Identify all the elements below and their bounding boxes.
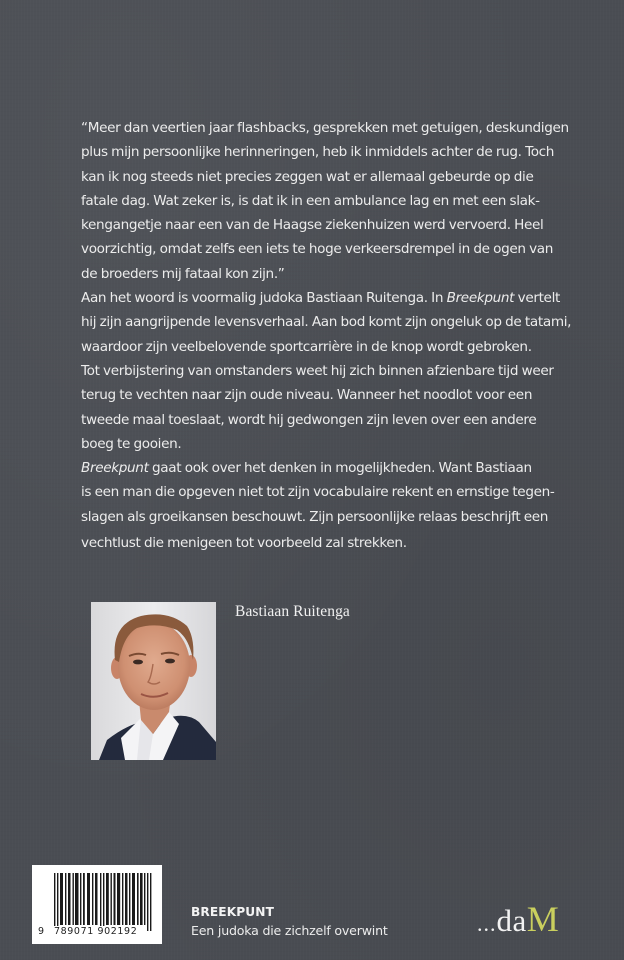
isbn-digits: 789071 902192 <box>54 926 138 937</box>
blurb-text: Aan het woord is voormalig judoka Bastiaan Ruitenga. In <box>81 290 447 307</box>
barcode-icon <box>54 873 154 931</box>
blurb-line: hij zijn aangrijpende levensverhaal. Aan bod komt zijn ongeluk op de tatami, <box>81 314 572 331</box>
blurb-line: fatale dag. Wat zeker is, is dat ik in een ambulance lag en met een slak- <box>81 192 540 209</box>
blurb-line: kengangetje naar een van de Haagse ziekenhuizen werd vervoerd. Heel <box>81 217 544 234</box>
blurb-text: gaat ook over het denken in mogelijkheden. Want Bastiaan <box>148 460 532 477</box>
blurb-text: vertelt <box>514 290 560 307</box>
publisher-logo-da: da <box>496 903 527 938</box>
author-portrait-icon <box>91 602 216 760</box>
blurb-line: slagen als groeikansen beschouwt. Zijn persoonlijke relaas beschrijft een <box>81 508 549 525</box>
blurb-line <box>81 456 581 480</box>
blurb-line: “Meer dan veertien jaar flashbacks, gesprekken met getuigen, deskundigen <box>81 120 569 136</box>
blurb-line: Tot verbijstering van omstanders weet hij zich binnen afzienbare tijd weer <box>81 362 554 379</box>
book-title: BREEKPUNT <box>191 905 275 919</box>
book-subtitle: Een judoka die zichzelf overwint <box>191 923 388 938</box>
blurb-line: tweede maal toeslaat, wordt hij gedwongen zijn leven over een andere <box>81 411 537 428</box>
blurb-line: waardoor zijn veelbelovende sportcarrière in de knop wordt gebroken. <box>81 338 532 355</box>
publisher-logo <box>477 898 559 938</box>
blurb-line: kan ik nog steeds niet precies zeggen wat er allemaal gebeurde op die <box>81 168 534 185</box>
blurb-line: is een man die opgeven niet tot zijn vocabulaire rekent en ernstige tegen- <box>81 484 555 501</box>
author-name: Bastiaan Ruitenga <box>235 603 350 620</box>
back-cover-blurb <box>81 116 581 555</box>
book-title-italic: Breekpunt <box>81 460 149 477</box>
author-photo <box>91 602 216 760</box>
blurb-line: vechtlust die menigeen tot voorbeeld zal strekken. <box>81 535 407 552</box>
isbn-number <box>38 926 158 937</box>
isbn-lead-digit: 9 <box>38 926 45 937</box>
publisher-logo-dots: ... <box>477 911 497 936</box>
blurb-line: terug te vechten naar zijn oude niveau. Wanneer het noodlot voor een <box>81 387 533 404</box>
blurb-line: plus mijn persoonlijke herinneringen, heb ik inmiddels achter de rug. Toch <box>81 144 555 161</box>
blurb-line: de broeders mij fataal kon zijn.” <box>81 265 285 282</box>
publisher-logo-m: M <box>526 899 559 939</box>
blurb-line: boeg te gooien. <box>81 435 182 452</box>
isbn-barcode <box>32 865 162 944</box>
blurb-line <box>81 286 581 310</box>
blurb-line: voorzichtig, omdat zelfs een iets te hoge verkeersdrempel in de ogen van <box>81 241 554 258</box>
book-title-italic: Breekpunt <box>446 290 515 307</box>
